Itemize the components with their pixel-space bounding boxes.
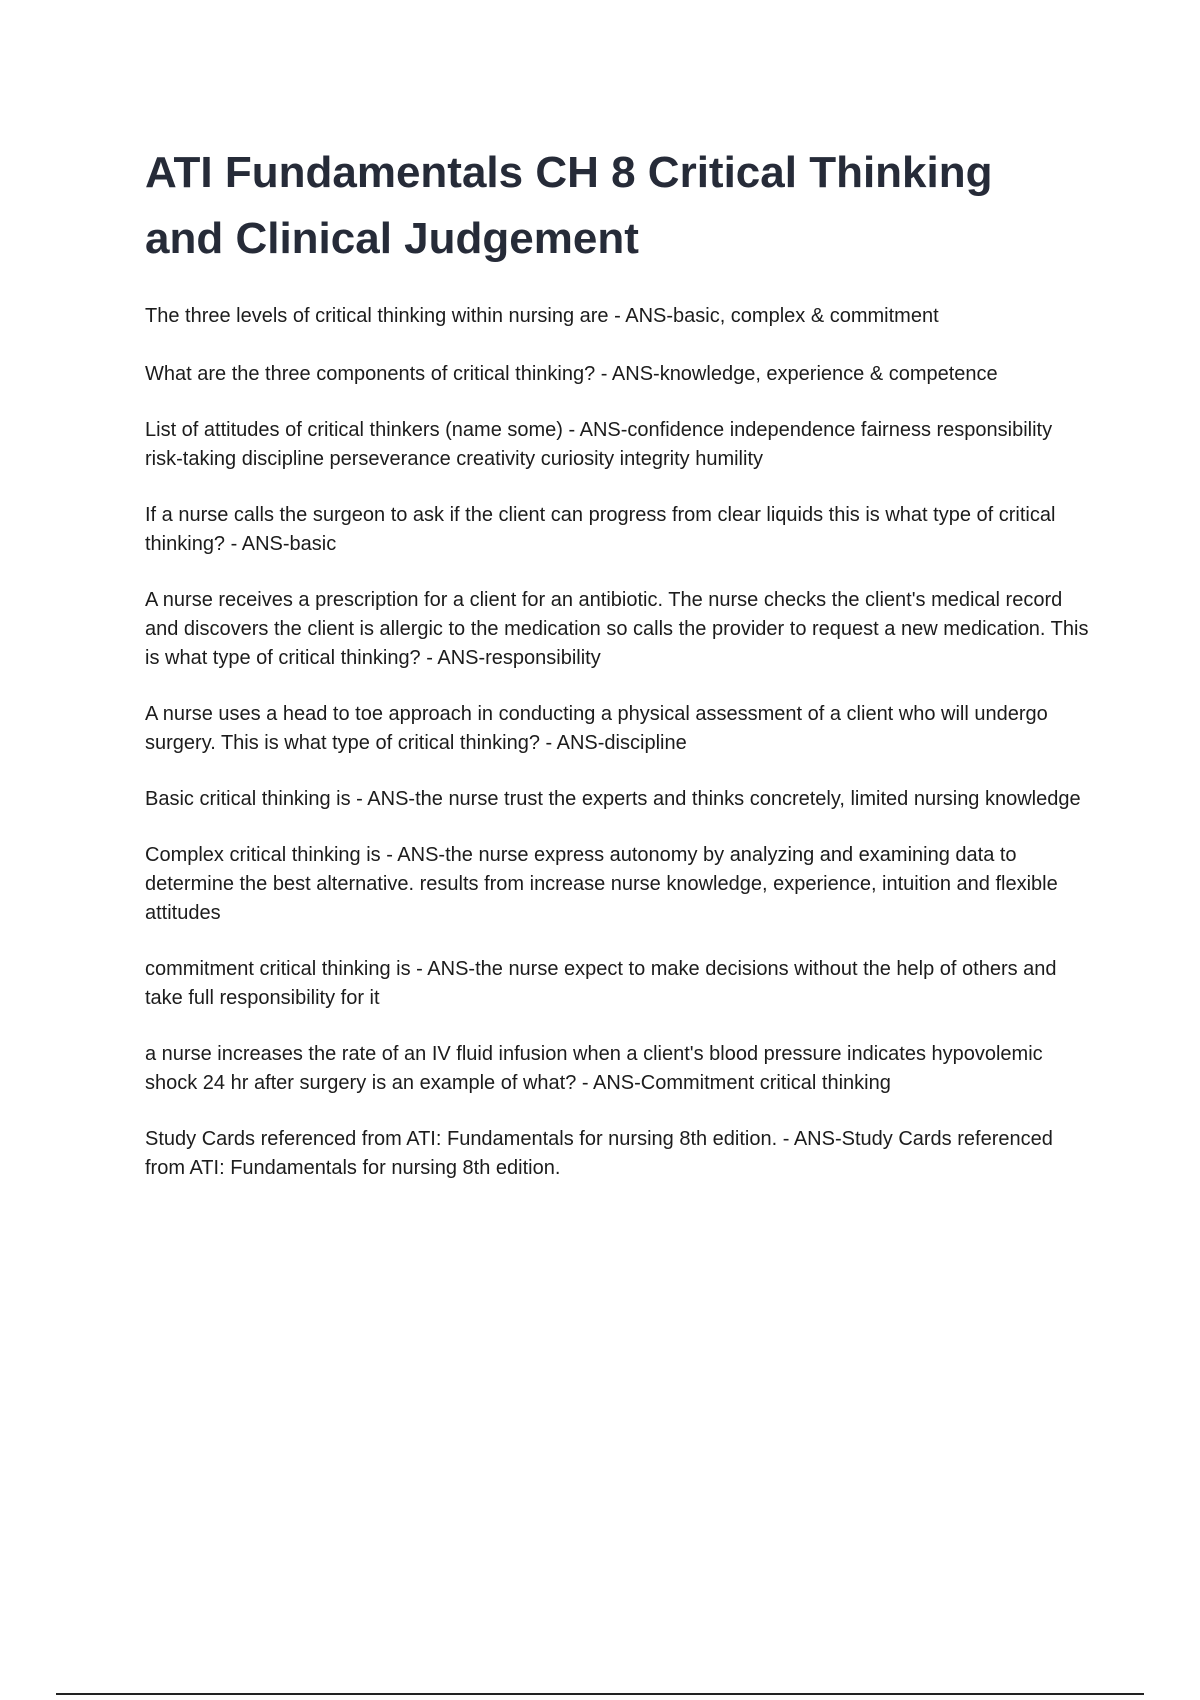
flashcard-item: a nurse increases the rate of an IV fluid infusion when a client's blood pressure indicates hypovolemic shock 24 hr after surgery is an example of what? - ANS-Commitment critical thinking xyxy=(145,1043,1043,1094)
document-title-line-1: ATI Fundamentals CH 8 Critical Thinking xyxy=(145,148,993,197)
flashcard-item: Study Cards referenced from ATI: Fundamentals for nursing 8th edition. - ANS-Study Cards referenced from ATI: Fundamentals for nursing 8th edition. xyxy=(145,1128,1053,1179)
document-title-line-2: and Clinical Judgement xyxy=(145,214,639,263)
flashcard-item: A nurse receives a prescription for a client for an antibiotic. The nurse checks the client's medical record and discovers the client is allergic to the medication so calls the provider to request a new medication. This is what type of critical thinking? - ANS-responsibility xyxy=(145,589,1089,669)
flashcard-item: Basic critical thinking is - ANS-the nurse trust the experts and thinks concretely, limited nursing knowledge xyxy=(145,788,1081,810)
flashcard-item: The three levels of critical thinking within nursing are - ANS-basic, complex & commitment xyxy=(145,305,939,327)
flashcard-item: List of attitudes of critical thinkers (name some) - ANS-confidence independence fairness responsibility risk-taking discipline perseverance creativity curiosity integrity humility xyxy=(145,419,1053,470)
footer-divider xyxy=(56,1693,1144,1695)
flashcard-item: Complex critical thinking is - ANS-the nurse express autonomy by analyzing and examining data to determine the best alternative. results from increase nurse knowledge, experience, intuition and flexible attitudes xyxy=(145,844,1058,924)
flashcard-item: commitment critical thinking is - ANS-the nurse expect to make decisions without the help of others and take full responsibility for it xyxy=(145,958,1057,1009)
flashcard-item: What are the three components of critical thinking? - ANS-knowledge, experience & competence xyxy=(145,363,998,385)
flashcard-item: A nurse uses a head to toe approach in conducting a physical assessment of a client who will undergo surgery. This is what type of critical thinking? - ANS-discipline xyxy=(145,703,1048,754)
flashcard-list xyxy=(145,302,1095,1183)
flashcard-item: If a nurse calls the surgeon to ask if the client can progress from clear liquids this is what type of critical thinking? - ANS-basic xyxy=(145,504,1056,555)
document-title xyxy=(145,140,1085,272)
